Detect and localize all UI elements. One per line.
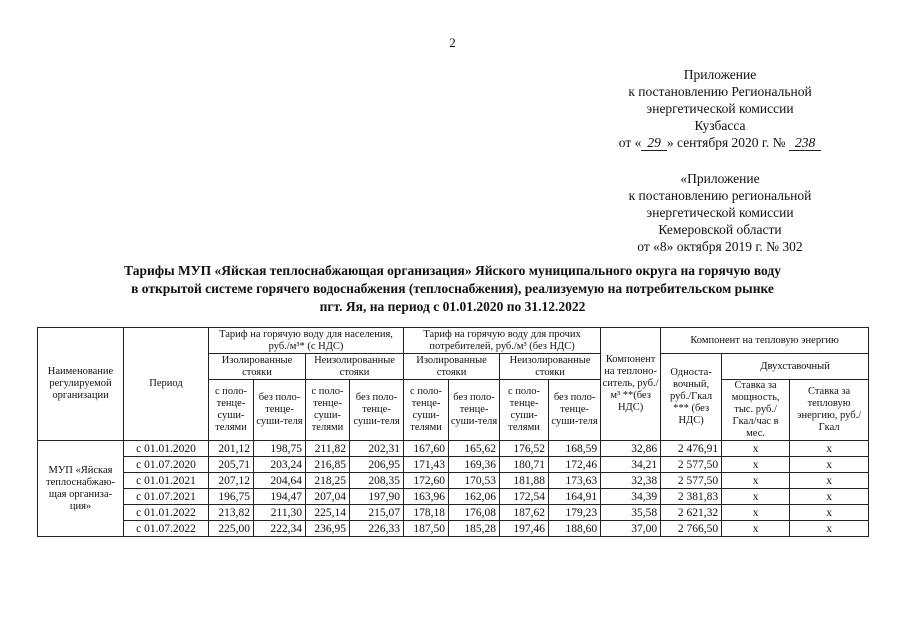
cell-value: 206,95: [350, 457, 404, 473]
cell-value: х: [722, 441, 790, 457]
cell-value: 198,75: [254, 441, 306, 457]
cell-value: 164,91: [549, 489, 601, 505]
cell-value: 197,46: [500, 521, 549, 537]
appendix-line: Кемеровской области: [658, 222, 782, 237]
cell-value: х: [722, 473, 790, 489]
table-row: [38, 521, 869, 537]
cell-value: х: [790, 473, 869, 489]
page-number: 2: [449, 35, 456, 50]
header-capacity-rate: Ставка за мощность, тыс. руб./ Гкал/час в мес.: [722, 380, 790, 441]
cell-value: 196,75: [209, 489, 254, 505]
cell-value: х: [790, 441, 869, 457]
cell-value: 207,12: [209, 473, 254, 489]
header-without-dryer: без поло-тенце-суши-теля: [449, 380, 500, 441]
cell-value: 187,50: [404, 521, 449, 537]
cell-value: 213,82: [209, 505, 254, 521]
cell-value: 202,31: [350, 441, 404, 457]
appendix-line: энергетической комиссии: [646, 101, 794, 116]
cell-value: 34,39: [601, 489, 661, 505]
table-row: [38, 489, 869, 505]
cell-value: 170,53: [449, 473, 500, 489]
header-energy-rate: Ставка за тепловую энергию, руб./Гкал: [790, 380, 869, 441]
header-two-rate: Двухставочный: [722, 354, 869, 380]
cell-value: 187,62: [500, 505, 549, 521]
cell-value: 37,00: [601, 521, 661, 537]
cell-value: 181,88: [500, 473, 549, 489]
cell-value: 218,25: [306, 473, 350, 489]
header-energy-component: Компонент на тепловую энергию: [661, 328, 869, 354]
cell-value: 225,14: [306, 505, 350, 521]
appendix-line: Кузбасса: [694, 118, 746, 133]
cell-value: 167,60: [404, 441, 449, 457]
cell-value: 2 476,91: [661, 441, 722, 457]
header-without-dryer: без поло-тенце-суши-теля: [549, 380, 601, 441]
previous-appendix-header: [560, 170, 880, 255]
header-isolated: Изолированные стояки: [209, 354, 306, 380]
header-without-dryer: без поло-тенце-суши-теля: [254, 380, 306, 441]
cell-period: с 01.01.2020: [124, 441, 209, 457]
title-line: Тарифы МУП «Яйская теплоснабжающая организация» Яйского муниципального округа на горячую воду: [124, 263, 781, 278]
cell-value: 2 577,50: [661, 457, 722, 473]
cell-value: 185,28: [449, 521, 500, 537]
table-row: [38, 441, 869, 457]
cell-value: 162,06: [449, 489, 500, 505]
cell-value: х: [790, 489, 869, 505]
cell-value: 188,60: [549, 521, 601, 537]
appendix-line: «Приложение: [680, 171, 760, 186]
cell-value: 216,85: [306, 457, 350, 473]
cell-value: 222,34: [254, 521, 306, 537]
header-without-dryer: без поло-тенце-суши-теля: [350, 380, 404, 441]
header-carrier-component: Компонент на теплоно-ситель, руб./м³ **(без НДС): [601, 328, 661, 441]
appendix-line: энергетической комиссии: [646, 205, 794, 220]
header-isolated: Изолированные стояки: [404, 354, 500, 380]
cell-value: х: [722, 457, 790, 473]
cell-value: 168,59: [549, 441, 601, 457]
header-nonisolated: Неизолированные стояки: [500, 354, 601, 380]
cell-value: х: [790, 521, 869, 537]
cell-value: 2 621,32: [661, 505, 722, 521]
cell-value: 32,38: [601, 473, 661, 489]
cell-value: 172,46: [549, 457, 601, 473]
header-organization: Наименование регулируемой организации: [38, 328, 124, 441]
cell-value: 215,07: [350, 505, 404, 521]
cell-value: 211,82: [306, 441, 350, 457]
cell-value: 2 766,50: [661, 521, 722, 537]
appendix-line: к постановлению Региональной: [628, 84, 812, 99]
cell-value: 204,64: [254, 473, 306, 489]
cell-value: х: [790, 505, 869, 521]
cell-period: с 01.07.2022: [124, 521, 209, 537]
cell-value: 203,24: [254, 457, 306, 473]
header-with-dryer: с поло-тенце-суши-телями: [306, 380, 350, 441]
table-row: [38, 473, 869, 489]
cell-value: 194,47: [254, 489, 306, 505]
appendix-date-line: [560, 134, 880, 151]
cell-value: 35,58: [601, 505, 661, 521]
header-with-dryer: с поло-тенце-суши-телями: [500, 380, 549, 441]
cell-value: 163,96: [404, 489, 449, 505]
cell-period: с 01.01.2021: [124, 473, 209, 489]
header-with-dryer: с поло-тенце-суши-телями: [404, 380, 449, 441]
appendix-header: [560, 66, 880, 151]
cell-value: 211,30: [254, 505, 306, 521]
cell-value: 201,12: [209, 441, 254, 457]
cell-value: 208,35: [350, 473, 404, 489]
handwritten-number: 238: [789, 135, 821, 151]
cell-value: 172,60: [404, 473, 449, 489]
cell-value: 197,90: [350, 489, 404, 505]
appendix-line: от «8» октября 2019 г. № 302: [637, 239, 803, 254]
title-line: пгт. Яя, на период с 01.01.2020 по 31.12.2022: [319, 299, 586, 314]
cell-value: 172,54: [500, 489, 549, 505]
cell-value: 176,08: [449, 505, 500, 521]
header-population-tariff: Тариф на горячую воду для населения, руб./м³* (с НДС): [209, 328, 404, 354]
cell-value: 173,63: [549, 473, 601, 489]
organization-name: МУП «Яйская теплоснабжаю-щая организа-ция»: [38, 441, 124, 537]
tariff-table: [37, 327, 869, 537]
cell-value: 176,52: [500, 441, 549, 457]
title-line: в открытой системе горячего водоснабжения (теплоснабжения), реализуемую на потребительском рынке: [131, 281, 774, 296]
header-with-dryer: с поло-тенце-суши-телями: [209, 380, 254, 441]
cell-value: х: [790, 457, 869, 473]
cell-value: 178,18: [404, 505, 449, 521]
cell-value: 179,23: [549, 505, 601, 521]
cell-value: 165,62: [449, 441, 500, 457]
cell-value: х: [722, 489, 790, 505]
cell-value: 225,00: [209, 521, 254, 537]
header-period: Период: [124, 328, 209, 441]
appendix-line: к постановлению региональной: [628, 188, 812, 203]
cell-value: 226,33: [350, 521, 404, 537]
cell-value: 207,04: [306, 489, 350, 505]
cell-period: с 01.01.2022: [124, 505, 209, 521]
cell-value: х: [722, 505, 790, 521]
cell-value: 171,43: [404, 457, 449, 473]
date-mid: » сентября 2020 г. №: [666, 135, 786, 150]
table-row: [38, 457, 869, 473]
cell-value: 34,21: [601, 457, 661, 473]
cell-value: х: [722, 521, 790, 537]
cell-value: 32,86: [601, 441, 661, 457]
cell-value: 2 577,50: [661, 473, 722, 489]
table-row: [38, 505, 869, 521]
appendix-line: Приложение: [683, 67, 757, 82]
cell-value: 2 381,83: [661, 489, 722, 505]
handwritten-day: 29: [641, 135, 667, 151]
document-title: [40, 262, 865, 316]
date-prefix: от «: [618, 135, 642, 150]
header-single-rate: Односта-вочный, руб./Гкал *** (без НДС): [661, 354, 722, 441]
cell-period: с 01.07.2020: [124, 457, 209, 473]
header-nonisolated: Неизолированные стояки: [306, 354, 404, 380]
cell-value: 180,71: [500, 457, 549, 473]
cell-value: 169,36: [449, 457, 500, 473]
cell-period: с 01.07.2021: [124, 489, 209, 505]
header-other-tariff: Тариф на горячую воду для прочих потребителей, руб./м³ (без НДС): [404, 328, 601, 354]
cell-value: 236,95: [306, 521, 350, 537]
cell-value: 205,71: [209, 457, 254, 473]
